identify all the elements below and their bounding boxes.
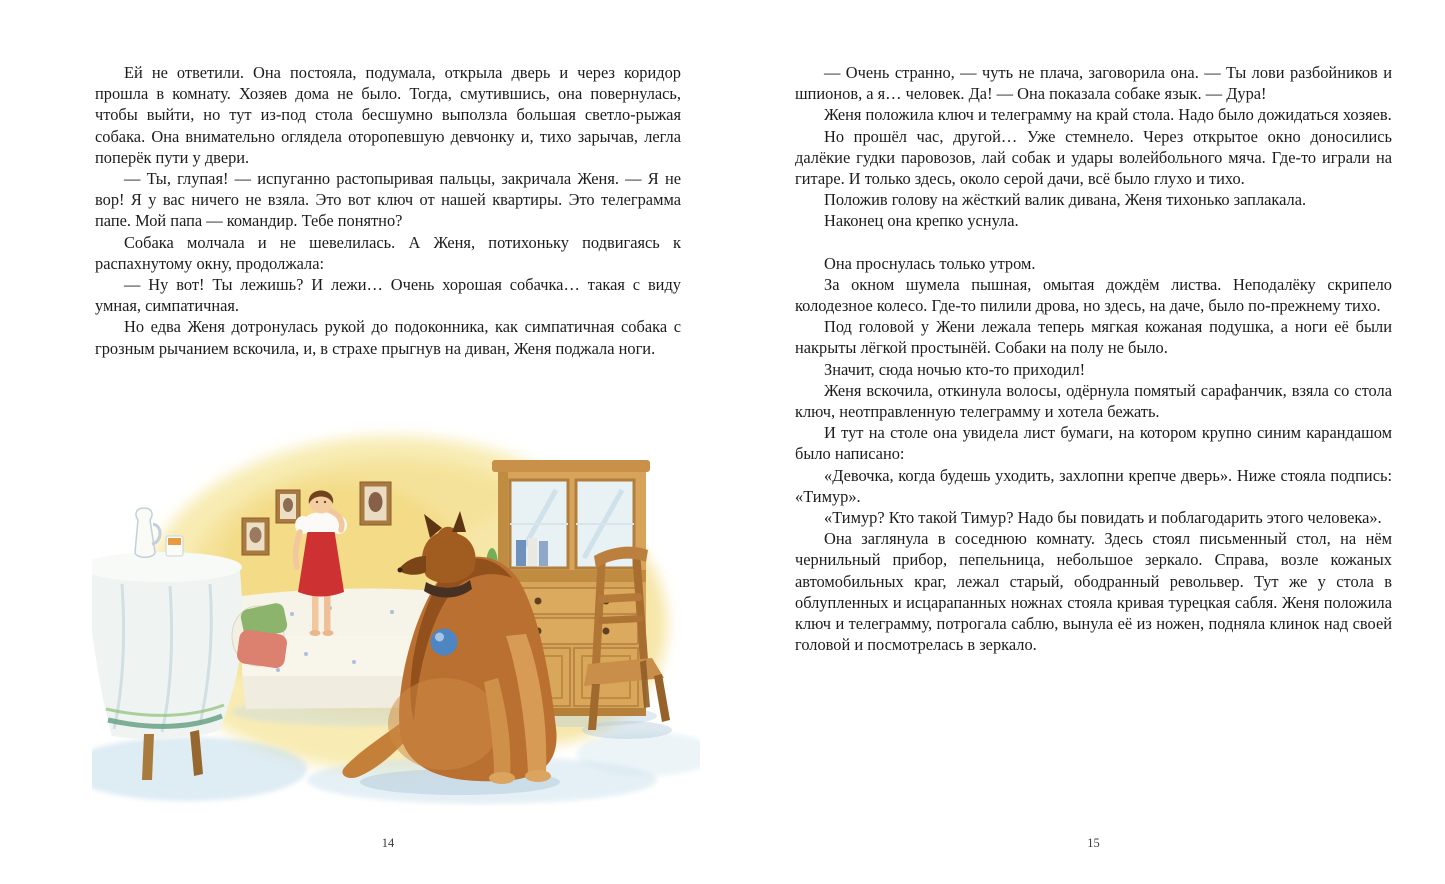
paragraph: Положив голову на жёсткий валик дивана, Женя тихонько заплакала.	[824, 190, 1307, 210]
right-page-text	[795, 62, 1392, 655]
picture-frame	[276, 490, 300, 523]
books	[516, 538, 548, 566]
picture-frame	[360, 482, 391, 525]
paragraph: Под головой у Жени лежала теперь мягкая кожаная подушка, а ноги её были накрыты лёгкой простынёй. Собаки на полу не было.	[795, 317, 1392, 358]
page-number: 14	[381, 836, 395, 850]
paragraph: Ей не ответили. Она постояла, подумала, открыла дверь и через коридор прошла в комнату. Хозяев дома не было. Тогда, смутившись, она повернулась, чтобы выйти, но тут из-под стола бесшумно выползла большая светло-рыжая собака. Она внимательно оглядела оторопевшую девчонку и, тихо зарычав, легла поперёк пути у двери.	[95, 63, 681, 167]
paragraph: Женя положила ключ и телеграмму на край стола. Надо было дожидаться хозяев.	[824, 105, 1392, 125]
paragraph: Наконец она крепко уснула.	[824, 211, 1019, 231]
paragraph: Она заглянула в соседнюю комнату. Здесь стоял письменный стол, на нём чернильный прибор, пепельница, небольшое зеркало. Справа, возле кожаных автомобильных краг, лежал старый, ободранный револьвер. Тут же у стола в облупленных и исцарапанных ножнах стояла кривая турецкая сабля. Женя положила ключ и телеграмму, потрогала саблю, вынула её из ножен, подняла клинок над своей головой и посмотрелась в зеркало.	[795, 529, 1392, 655]
pillow-coral	[236, 629, 288, 669]
paragraph: И тут на столе она увидела лист бумаги, на котором крупно синим карандашом было написано:	[795, 423, 1392, 464]
paragraph: — Очень странно, — чуть не плача, заговорила она. — Ты лови разбойников и шпионов, а я… человек. Да! — Она показала собаке язык. — Дура!	[795, 63, 1392, 104]
paragraph: «Девочка, когда будешь уходить, захлопни крепче дверь». Ниже стояла подпись: «Тимур».	[795, 465, 1392, 506]
paragraph: Но прошёл час, другой… Уже стемнело. Через открытое окно доносились далёкие гудки паровозов, лай собак и удары волейбольного мяча. Где-то играли на гитаре. И только здесь, около серой дачи, всё было глухо и тихо.	[795, 126, 1392, 189]
illustration	[92, 424, 700, 806]
cup	[166, 536, 183, 556]
left-page-text	[95, 62, 681, 359]
picture-frame	[242, 518, 269, 555]
paragraph: Собака молчала и не шевелилась. А Женя, потихоньку подвигаясь к распахнутому окну, продолжала:	[95, 232, 681, 273]
paragraph: Женя вскочила, откинула волосы, одёрнула помятый сарафанчик, взяла со стола ключ, неотправленную телеграмму и хотела бежать.	[795, 380, 1392, 422]
blue-ball	[431, 629, 458, 656]
paragraph: Она проснулась только утром.	[824, 253, 1036, 273]
paragraph: — Ну вот! Ты лежишь? И лежи… Очень хорошая собачка… такая с виду умная, симпатичная.	[95, 275, 681, 316]
page-number: 15	[1087, 836, 1100, 850]
paragraph: Значит, сюда ночью кто-то приходил!	[824, 359, 1086, 379]
paragraph: — Ты, глупая! — испуганно растопыривая пальцы, закричала Женя. — Я не вор! Я у вас ничего не взяла. Это вот ключ от нашей квартиры. Это телеграмма папе. Мой папа — командир. Тебе понятно?	[95, 169, 681, 231]
paragraph: Но едва Женя дотронулась рукой до подоконника, как симпатичная собака с грозным рычанием вскочила, и, в страхе прыгнув на диван, Женя поджала ноги.	[95, 317, 681, 358]
paragraph: За окном шумела пышная, омытая дождём листва. Неподалёку скрипело колодезное колесо. Где-то пилили дрова, но здесь, на даче, было по-прежнему тихо.	[795, 274, 1392, 316]
paragraph: «Тимур? Кто такой Тимур? Надо бы повидать и поблагодарить этого человека».	[824, 508, 1382, 528]
